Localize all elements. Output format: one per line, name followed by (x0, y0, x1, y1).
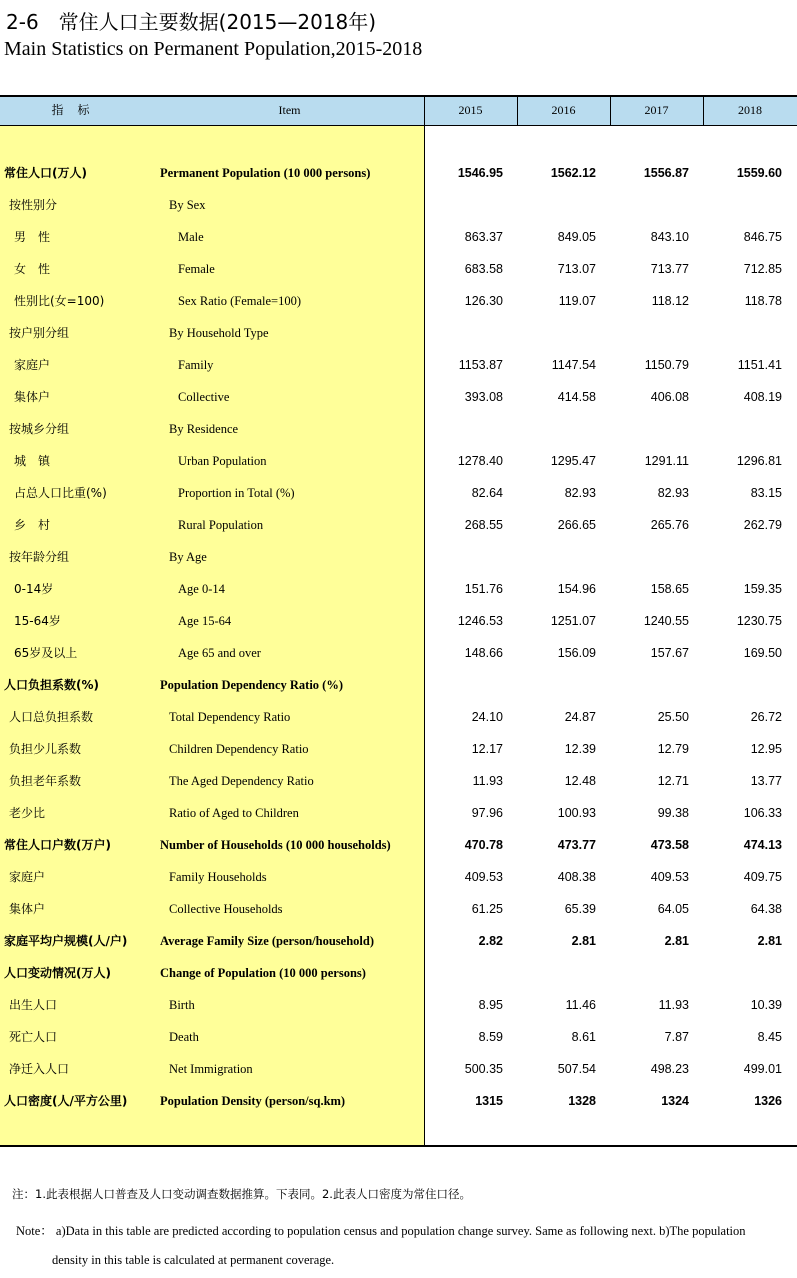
table-row (0, 285, 797, 317)
footnote-english-line1: Note： a)Data in this table are predicted according to population census and population change survey. Same as following next. b)The population (16, 1224, 746, 1238)
value-cell-2017: 473.58 (650, 838, 689, 852)
table-row (0, 253, 797, 285)
table-row (0, 477, 797, 509)
value-cell-2018: 8.45 (757, 1030, 782, 1044)
table-row (0, 829, 797, 861)
value-cell-2018: 2.81 (757, 934, 782, 948)
page-title-chinese: 2-6 常住人口主要数据(2015—2018年) (6, 10, 377, 34)
value-cell-2018: 474.13 (743, 838, 782, 852)
value-cell-2016: 156.09 (557, 646, 596, 660)
value-cell-2016: 154.96 (557, 582, 596, 596)
value-cell-2018: 1559.60 (736, 166, 782, 180)
row-label-chinese: 负担老年系数 (9, 774, 82, 788)
row-label-english: By Sex (169, 198, 206, 212)
row-label-english: Collective Households (169, 902, 283, 916)
value-cell-2016: 119.07 (558, 294, 596, 308)
value-cell-2018: 1151.41 (737, 358, 782, 372)
row-label-chinese: 家庭户 (14, 358, 51, 372)
value-cell-2018: 1296.81 (736, 454, 782, 468)
table-row (0, 957, 797, 989)
row-label-chinese: 女 性 (14, 262, 51, 276)
value-cell-2018: 118.78 (744, 294, 782, 308)
value-cell-2017: 409.53 (650, 870, 689, 884)
table-row (0, 733, 797, 765)
value-cell-2015: 268.55 (464, 518, 503, 532)
table-row (0, 157, 797, 189)
row-label-english: Age 0-14 (178, 582, 225, 596)
value-cell-2017: 1324 (661, 1094, 689, 1108)
table-row (0, 669, 797, 701)
row-label-english: Change of Population (10 000 persons) (160, 966, 366, 980)
value-cell-2016: 1295.47 (550, 454, 596, 468)
value-cell-2016: 12.48 (564, 774, 596, 788)
value-cell-2017: 99.38 (657, 806, 689, 820)
value-cell-2015: 2.82 (478, 934, 503, 948)
value-cell-2016: 11.46 (565, 998, 596, 1012)
value-cell-2017: 157.67 (650, 646, 689, 660)
value-cell-2016: 2.81 (571, 934, 596, 948)
row-label-chinese: 男 性 (14, 230, 51, 244)
statistics-table (0, 95, 797, 1147)
row-label-english: Death (169, 1030, 199, 1044)
table-row (0, 541, 797, 573)
value-cell-2017: 1240.55 (643, 614, 689, 628)
row-label-english: By Residence (169, 422, 239, 436)
value-cell-2016: 414.58 (557, 390, 596, 404)
value-cell-2018: 409.75 (743, 870, 782, 884)
value-cell-2015: 126.30 (464, 294, 503, 308)
row-label-chinese: 集体户 (9, 902, 46, 916)
value-cell-2018: 408.19 (743, 390, 782, 404)
table-row (0, 573, 797, 605)
value-cell-2017: 1556.87 (643, 166, 689, 180)
value-cell-2018: 159.35 (743, 582, 782, 596)
value-cell-2018: 26.72 (750, 710, 782, 724)
value-cell-2015: 409.53 (464, 870, 503, 884)
row-label-chinese: 0-14岁 (14, 582, 54, 596)
row-label-chinese: 占总人口比重(%) (14, 486, 107, 500)
row-label-english: Number of Households (10 000 households) (160, 838, 391, 852)
header-year-2015: 2015 (458, 103, 483, 117)
value-cell-2018: 13.77 (750, 774, 782, 788)
row-label-english: Birth (169, 998, 195, 1012)
value-cell-2017: 82.93 (657, 486, 689, 500)
table-row (0, 637, 797, 669)
value-cell-2015: 393.08 (464, 390, 503, 404)
row-label-chinese: 按性别分 (9, 198, 58, 212)
value-cell-2018: 712.85 (743, 262, 782, 276)
value-cell-2017: 25.50 (657, 710, 689, 724)
row-label-english: Family Households (169, 870, 267, 884)
row-label-english: Proportion in Total (%) (178, 486, 295, 500)
row-label-english: Total Dependency Ratio (169, 710, 291, 724)
page-title-english: Main Statistics on Permanent Population,2015-2018 (4, 38, 423, 60)
value-cell-2018: 64.38 (750, 902, 782, 916)
table-row (0, 317, 797, 349)
row-label-english: Rural Population (178, 518, 264, 532)
row-label-english: By Household Type (169, 326, 269, 340)
row-label-chinese: 老少比 (9, 806, 46, 820)
header-year-2016: 2016 (551, 103, 576, 117)
row-label-english: Female (178, 262, 215, 276)
table-row (0, 189, 797, 221)
row-label-chinese: 人口变动情况(万人) (4, 966, 111, 980)
value-cell-2015: 1153.87 (458, 358, 503, 372)
row-label-english: Permanent Population (10 000 persons) (160, 166, 371, 180)
value-cell-2016: 408.38 (557, 870, 596, 884)
value-cell-2016: 507.54 (557, 1062, 596, 1076)
row-label-chinese: 乡 村 (14, 518, 51, 532)
value-cell-2016: 713.07 (557, 262, 596, 276)
row-label-chinese: 家庭户 (9, 870, 46, 884)
row-label-english: Population Density (person/sq.km) (160, 1094, 346, 1108)
row-label-english: Age 15-64 (178, 614, 232, 628)
row-label-chinese: 人口密度(人/平方公里) (4, 1094, 128, 1108)
value-cell-2015: 12.17 (471, 742, 503, 756)
row-label-chinese: 常住人口(万人) (4, 166, 87, 180)
table-row (0, 381, 797, 413)
table-bottom-border (0, 1145, 797, 1147)
value-cell-2015: 8.59 (478, 1030, 503, 1044)
value-cell-2016: 1562.12 (550, 166, 596, 180)
row-label-english: By Age (169, 550, 207, 564)
row-label-chinese: 65岁及以上 (14, 646, 78, 660)
value-cell-2015: 24.10 (471, 710, 503, 724)
value-cell-2016: 473.77 (557, 838, 596, 852)
table-row (0, 765, 797, 797)
header-year-2017: 2017 (644, 103, 669, 117)
table-row (0, 925, 797, 957)
value-cell-2018: 1326 (754, 1094, 782, 1108)
table-row (0, 605, 797, 637)
table-row (0, 861, 797, 893)
value-cell-2017: 265.76 (650, 518, 689, 532)
row-label-english: Age 65 and over (178, 646, 261, 660)
value-cell-2016: 82.93 (564, 486, 596, 500)
row-label-chinese: 死亡人口 (9, 1030, 58, 1044)
row-label-chinese: 人口总负担系数 (9, 710, 94, 724)
value-cell-2015: 148.66 (464, 646, 503, 660)
value-cell-2016: 1147.54 (551, 358, 596, 372)
row-label-english: Male (178, 230, 204, 244)
row-label-chinese: 集体户 (14, 390, 51, 404)
value-cell-2017: 118.12 (651, 294, 689, 308)
value-cell-2016: 12.39 (564, 742, 596, 756)
table-row (0, 1085, 797, 1117)
value-cell-2015: 500.35 (464, 1062, 503, 1076)
row-label-chinese: 按年龄分组 (9, 550, 70, 564)
value-cell-2016: 100.93 (557, 806, 596, 820)
footnote-english-line2: density in this table is calculated at permanent coverage. (52, 1253, 335, 1267)
row-label-chinese: 性别比(女=100) (14, 294, 105, 308)
value-cell-2016: 24.87 (564, 710, 596, 724)
table-row (0, 445, 797, 477)
value-cell-2018: 83.15 (750, 486, 782, 500)
value-cell-2018: 846.75 (743, 230, 782, 244)
header-indicator: 指标 (51, 103, 104, 117)
value-cell-2015: 1246.53 (457, 614, 503, 628)
value-cell-2015: 1278.40 (457, 454, 503, 468)
value-cell-2016: 65.39 (564, 902, 596, 916)
value-cell-2017: 158.65 (650, 582, 689, 596)
value-cell-2018: 10.39 (750, 998, 782, 1012)
row-label-english: Urban Population (178, 454, 267, 468)
table-row (0, 1053, 797, 1085)
value-cell-2017: 7.87 (664, 1030, 689, 1044)
row-label-chinese: 出生人口 (9, 998, 58, 1012)
table-row (0, 1021, 797, 1053)
value-cell-2017: 12.71 (657, 774, 689, 788)
value-cell-2017: 12.79 (657, 742, 689, 756)
row-label-chinese: 净迁入人口 (9, 1062, 70, 1076)
value-cell-2015: 863.37 (464, 230, 503, 244)
value-cell-2017: 1291.11 (644, 454, 689, 468)
value-cell-2016: 1328 (568, 1094, 596, 1108)
value-cell-2015: 8.95 (478, 998, 503, 1012)
value-cell-2017: 1150.79 (644, 358, 689, 372)
table-row (0, 349, 797, 381)
row-label-english: Average Family Size (person/household) (160, 934, 374, 948)
value-cell-2018: 169.50 (743, 646, 782, 660)
value-cell-2015: 1546.95 (457, 166, 503, 180)
value-cell-2015: 97.96 (471, 806, 503, 820)
value-cell-2016: 8.61 (571, 1030, 596, 1044)
table-row (0, 413, 797, 445)
value-cell-2017: 11.93 (658, 998, 689, 1012)
value-cell-2015: 683.58 (464, 262, 503, 276)
table-row (0, 893, 797, 925)
value-cell-2016: 266.65 (557, 518, 596, 532)
value-cell-2018: 262.79 (743, 518, 782, 532)
row-label-english: The Aged Dependency Ratio (169, 774, 314, 788)
table-row (0, 797, 797, 829)
value-cell-2015: 11.93 (472, 774, 503, 788)
row-label-chinese: 家庭平均户规模(人/户) (4, 934, 128, 948)
row-label-english: Population Dependency Ratio (%) (160, 678, 343, 692)
value-cell-2015: 470.78 (464, 838, 503, 852)
value-cell-2017: 843.10 (650, 230, 689, 244)
value-cell-2015: 61.25 (471, 902, 503, 916)
value-cell-2018: 12.95 (750, 742, 782, 756)
value-cell-2018: 106.33 (743, 806, 782, 820)
value-cell-2017: 2.81 (664, 934, 689, 948)
value-cell-2015: 1315 (475, 1094, 503, 1108)
header-bottom-border (0, 125, 797, 126)
row-label-chinese: 负担少儿系数 (9, 742, 82, 756)
table-row (0, 509, 797, 541)
row-label-english: Sex Ratio (Female=100) (178, 294, 301, 308)
header-item: Item (278, 103, 301, 117)
value-cell-2016: 1251.07 (550, 614, 596, 628)
row-label-chinese: 人口负担系数(%) (4, 678, 99, 692)
table-row (0, 989, 797, 1021)
row-label-english: Collective (178, 390, 230, 404)
row-label-english: Children Dependency Ratio (169, 742, 309, 756)
value-cell-2015: 82.64 (471, 486, 503, 500)
value-cell-2017: 498.23 (650, 1062, 689, 1076)
row-label-chinese: 常住人口户数(万户) (4, 838, 111, 852)
value-cell-2017: 64.05 (657, 902, 689, 916)
row-label-english: Ratio of Aged to Children (169, 806, 299, 820)
row-label-chinese: 按城乡分组 (9, 422, 70, 436)
table-row (0, 221, 797, 253)
header-year-2018: 2018 (738, 103, 762, 117)
table-row (0, 701, 797, 733)
row-label-english: Family (178, 358, 214, 372)
row-label-chinese: 城 镇 (14, 454, 51, 468)
value-cell-2018: 499.01 (743, 1062, 782, 1076)
row-label-english: Net Immigration (169, 1062, 253, 1076)
row-label-chinese: 15-64岁 (14, 614, 61, 628)
value-cell-2018: 1230.75 (736, 614, 782, 628)
value-cell-2017: 406.08 (650, 390, 689, 404)
row-label-chinese: 按户别分组 (9, 326, 70, 340)
value-cell-2016: 849.05 (557, 230, 596, 244)
value-cell-2015: 151.76 (464, 582, 503, 596)
footnote-chinese: 注：1.此表根据人口普查及人口变动调查数据推算。下表同。2.此表人口密度为常住口径。 (12, 1187, 471, 1201)
value-cell-2017: 713.77 (650, 262, 689, 276)
